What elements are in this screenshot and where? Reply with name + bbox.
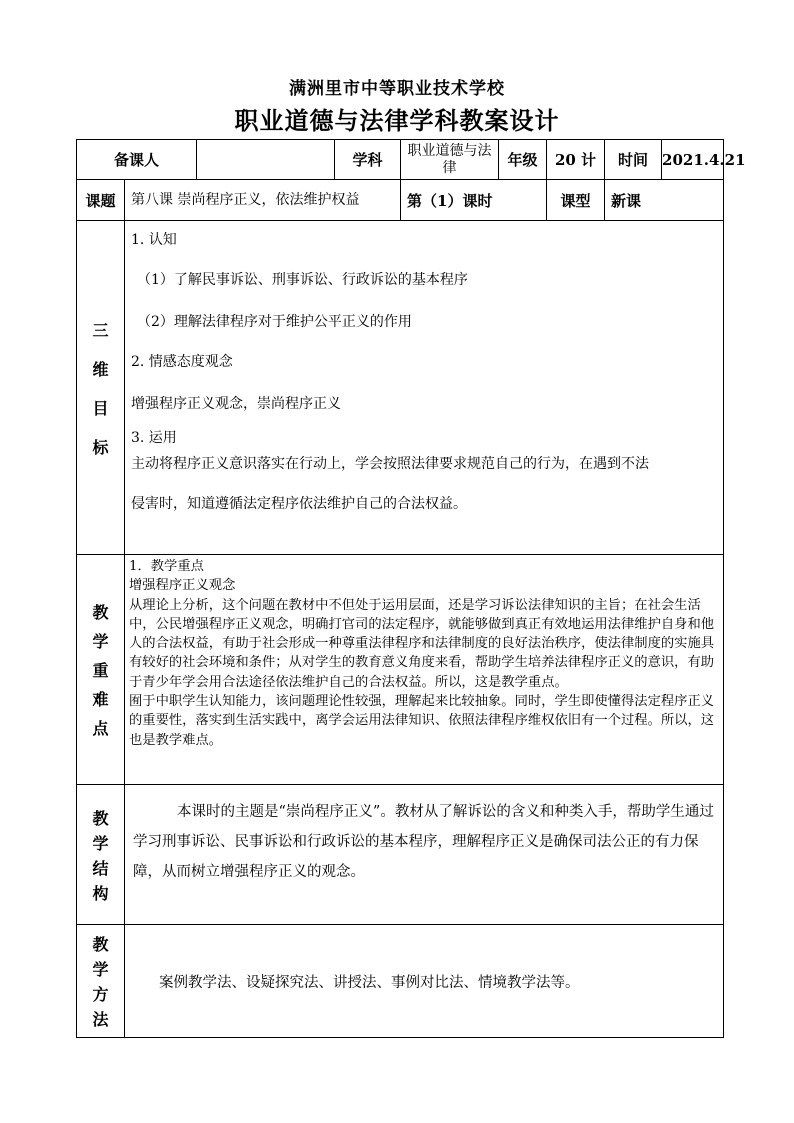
time-value: 2021.4.21 bbox=[662, 140, 724, 180]
subject-label: 学科 bbox=[335, 140, 401, 180]
goal-line: 2. 情感态度观念 bbox=[131, 354, 233, 370]
goal-line: 1. 认知 bbox=[131, 232, 177, 248]
structure-row bbox=[77, 785, 724, 925]
goal-line: （2）理解法律程序对于维护公平正义的作用 bbox=[137, 314, 412, 330]
key-points-label: 教 学 重 难 点 bbox=[77, 555, 125, 785]
structure-content: 本课时的主题是“崇尚程序正义”。教材从了解诉讼的含义和种类入手，帮助学生通过学习刑事诉讼、民事诉讼和行政诉讼的基本程序，理解程序正义是确保司法公正的有力保障，从而树立增强程序正义的观念。 bbox=[125, 785, 724, 925]
key-point-subheading: 增强程序正义观念 bbox=[129, 578, 236, 594]
goals-label: 三 维 目 标 bbox=[77, 221, 125, 555]
goal-line: （1）了解民事诉讼、刑事诉讼、行政诉讼的基本程序 bbox=[137, 272, 468, 288]
grade-value: 20 计 bbox=[547, 140, 605, 180]
lesson-type-value: 新课 bbox=[605, 180, 724, 221]
goal-line: 增强程序正义观念，崇尚程序正义 bbox=[131, 396, 341, 412]
goal-line: 侵害时，知道遵循法定程序依法维护自己的合法权益。 bbox=[131, 496, 467, 512]
key-point-paragraph: 从理论上分析，这个问题在教材中不但处于运用层面，还是学习诉讼法律知识的主旨；在社会生活中，公民增强程序正义观念，明确打官司的法定程序，就能够做到真正有效地运用法律维护自身和他人的合法权益，有助于社会形成一种尊重法律程序和法律制度的良好法治秩序，使法律制度的实施具有较好的社会环境和条件；从对学生的教育意义角度来看，帮助学生培养法律程序正义的意识，有助于青少年学会用合法途径依法维护自己的合法权益。所以，这是教学重点。 bbox=[129, 597, 715, 690]
period-value: 第（1）课时 bbox=[401, 180, 547, 221]
key-point-heading: 1．教学重点 bbox=[129, 559, 204, 574]
time-label: 时间 bbox=[605, 140, 662, 180]
methods-label: 教 学 方 法 bbox=[77, 925, 125, 1038]
structure-label: 教 学 结 构 bbox=[77, 785, 125, 925]
info-row bbox=[77, 140, 724, 180]
topic-value: 第八课 崇尚程序正义，依法维护权益 bbox=[125, 180, 401, 221]
key-points-content bbox=[125, 555, 724, 785]
grade-label: 年级 bbox=[499, 140, 547, 180]
methods-content: 案例教学法、设疑探究法、讲授法、事例对比法、情境教学法等。 bbox=[125, 925, 724, 1038]
lesson-plan-table bbox=[76, 139, 746, 1038]
preparer-label: 备课人 bbox=[77, 140, 197, 180]
lesson-type-label: 课型 bbox=[547, 180, 605, 221]
topic-label: 课题 bbox=[77, 180, 125, 221]
goal-line: 3. 运用 bbox=[131, 430, 177, 446]
goal-line: 主动将程序正义意识落实在行动上，学会按照法律要求规范自己的行为，在遇到不法 bbox=[131, 456, 649, 472]
goals-row bbox=[77, 221, 724, 555]
key-point-paragraph: 囿于中职学生认知能力，该问题理论性较强，理解起来比较抽象。同时，学生即使懂得法定程序正义的重要性，落实到生活实践中，离学会运用法律知识、依照法律程序维权依旧有一个过程。所以，这也是教学难点。 bbox=[129, 694, 715, 748]
document-title: 职业道德与法律学科教案设计 bbox=[234, 106, 560, 135]
topic-row bbox=[77, 180, 724, 221]
methods-row bbox=[77, 925, 724, 1038]
preparer-value bbox=[197, 140, 335, 180]
school-name: 满洲里市中等职业技术学校 bbox=[289, 79, 505, 99]
goals-content bbox=[125, 221, 724, 555]
key-points-row bbox=[77, 555, 724, 785]
subject-value: 职业道德与法律 bbox=[401, 140, 499, 180]
